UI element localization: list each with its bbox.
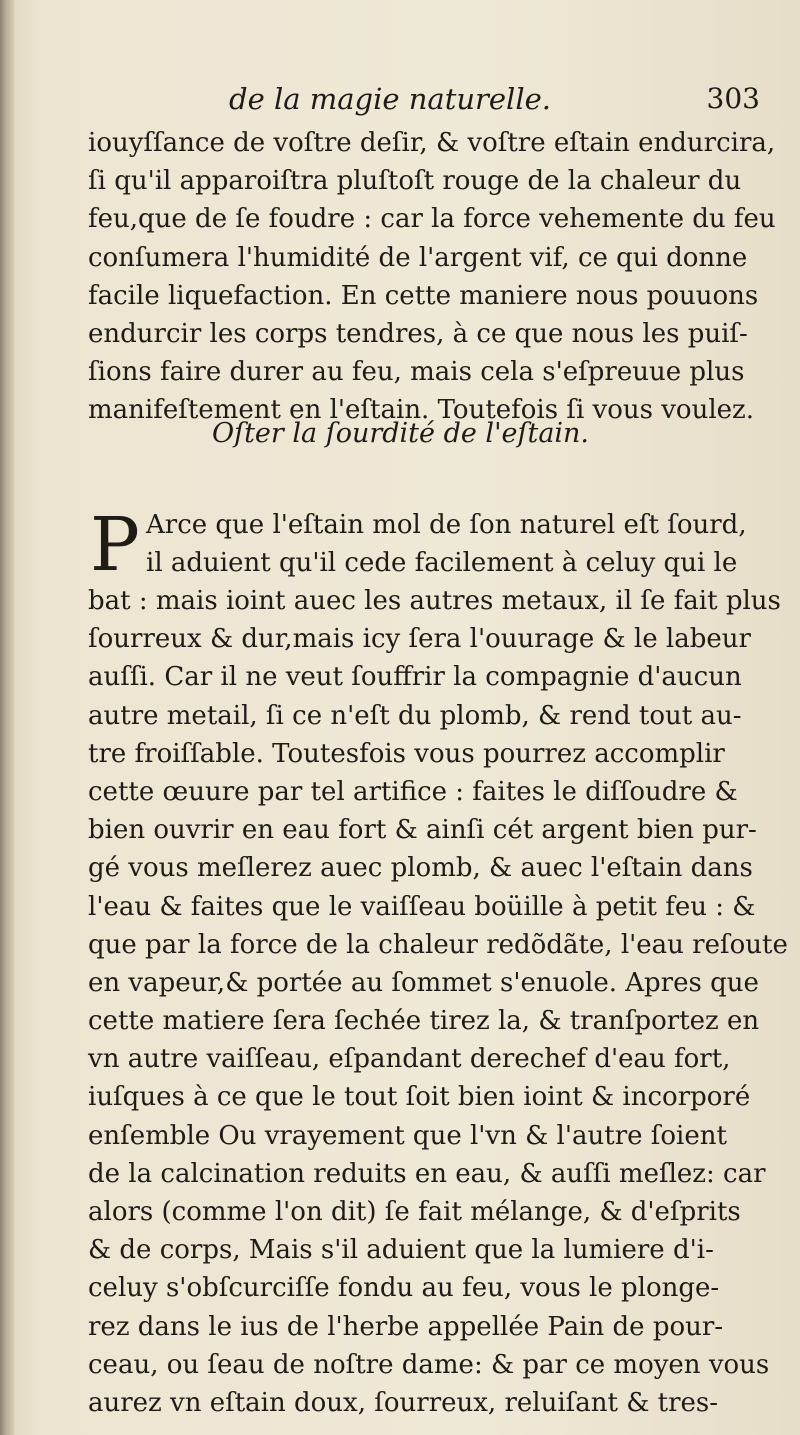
text-line: alors (comme l'on dit) ſe fait mélange, & d'eſprits [88,1197,741,1227]
text-line: bat : mais ioint auec les autres metaux, il ſe fait plus [88,586,781,616]
text-line: de la calcination reduits en eau, & auſſi meſlez: car [88,1158,766,1189]
text-line: l'eau & faites que le vaiſſeau boüille à petit feu : & [88,891,756,922]
text-line: manifeſtement en l'eſtain. Toutefois ſi vous voulez. [88,395,754,426]
text-line: Arce que l'eſtain mol de ſon naturel eſt ſourd, [146,510,747,540]
paragraph-2-indented [146,506,747,582]
paragraph-2 [88,582,788,1422]
text-line: vn autre vaiſſeau, eſpandant derechef d'eau fort, [88,1044,731,1075]
drop-capital: P [90,502,140,588]
text-line: & de corps, Mais s'il aduient que la lumiere d'i- [88,1235,714,1266]
text-line: cette matiere ſera ſechée tirez la, & tranſportez en [88,1006,760,1037]
text-line: rez dans le ius de l'herbe appellée Pain de pour- [88,1311,724,1342]
text-line: enſemble Ou vrayement que l'vn & l'autre ſoient [88,1120,727,1151]
text-line: aurez vn eſtain doux, ſourreux, reluiſant & tres- [88,1387,719,1418]
text-line: facile liquefaction. En cette maniere nous pouuons [88,280,759,311]
text-line: iuſques à ce que le tout ſoit bien ioint & incorporé [88,1082,751,1113]
text-line: cette œuure par tel artifice : faites le diſſoudre & [88,776,738,807]
text-line: endurcir les corps tendres, à ce que nous les puiſ- [88,318,748,349]
text-line: celuy s'obſcurciſſe fondu au feu, vous le plonge- [88,1273,720,1304]
text-line: iouyſſance de voſtre deſir, & voſtre eſtain endurcira, [88,128,776,158]
text-line: tre froiſſable. Toutesfois vous pourrez accomplir [88,738,725,769]
section-title: Oſter la ſourdité de l'eſtain. [211,418,590,449]
text-line: autre metail, ſi ce n'eſt du plomb, & rend tout au- [88,700,742,731]
running-title: de la magie naturelle. [229,82,551,116]
text-line: ceau, ou ſeau de noſtre dame: & par ce moyen vous [88,1349,770,1380]
text-line: bien ouvrir en eau fort & ainſi cét argent bien pur- [88,815,757,846]
text-line: conſumera l'humidité de l'argent vif, ce qui donne [88,242,748,273]
text-line: ſi qu'il apparoiſtra pluſtoſt rouge de la chaleur du [88,166,742,197]
text-line: que par la force de la chaleur redõdãte, l'eau reſoute [88,929,788,960]
text-line: feu,que de ſe foudre : car la force vehemente du feu [88,204,776,235]
text-line: ſourreux & dur,mais icy ſera l'ouurage & le labeur [88,624,751,655]
page-header [200,82,760,118]
text-line: auſſi. Car il ne veut ſouffrir la compagnie d'aucun [88,662,742,693]
page-number: 303 [706,82,760,115]
paragraph-1 [88,124,776,430]
text-line: gé vous meſlerez auec plomb, & auec l'eſtain dans [88,853,753,884]
text-line: en vapeur,& portée au ſommet s'enuole. Apres que [88,967,759,998]
text-line: ſions faire durer au feu, mais cela s'eſpreuue plus [88,357,745,388]
page-binding-edge [0,0,14,1435]
text-line: il aduient qu'il cede facilement à celuy qui le [146,548,738,579]
